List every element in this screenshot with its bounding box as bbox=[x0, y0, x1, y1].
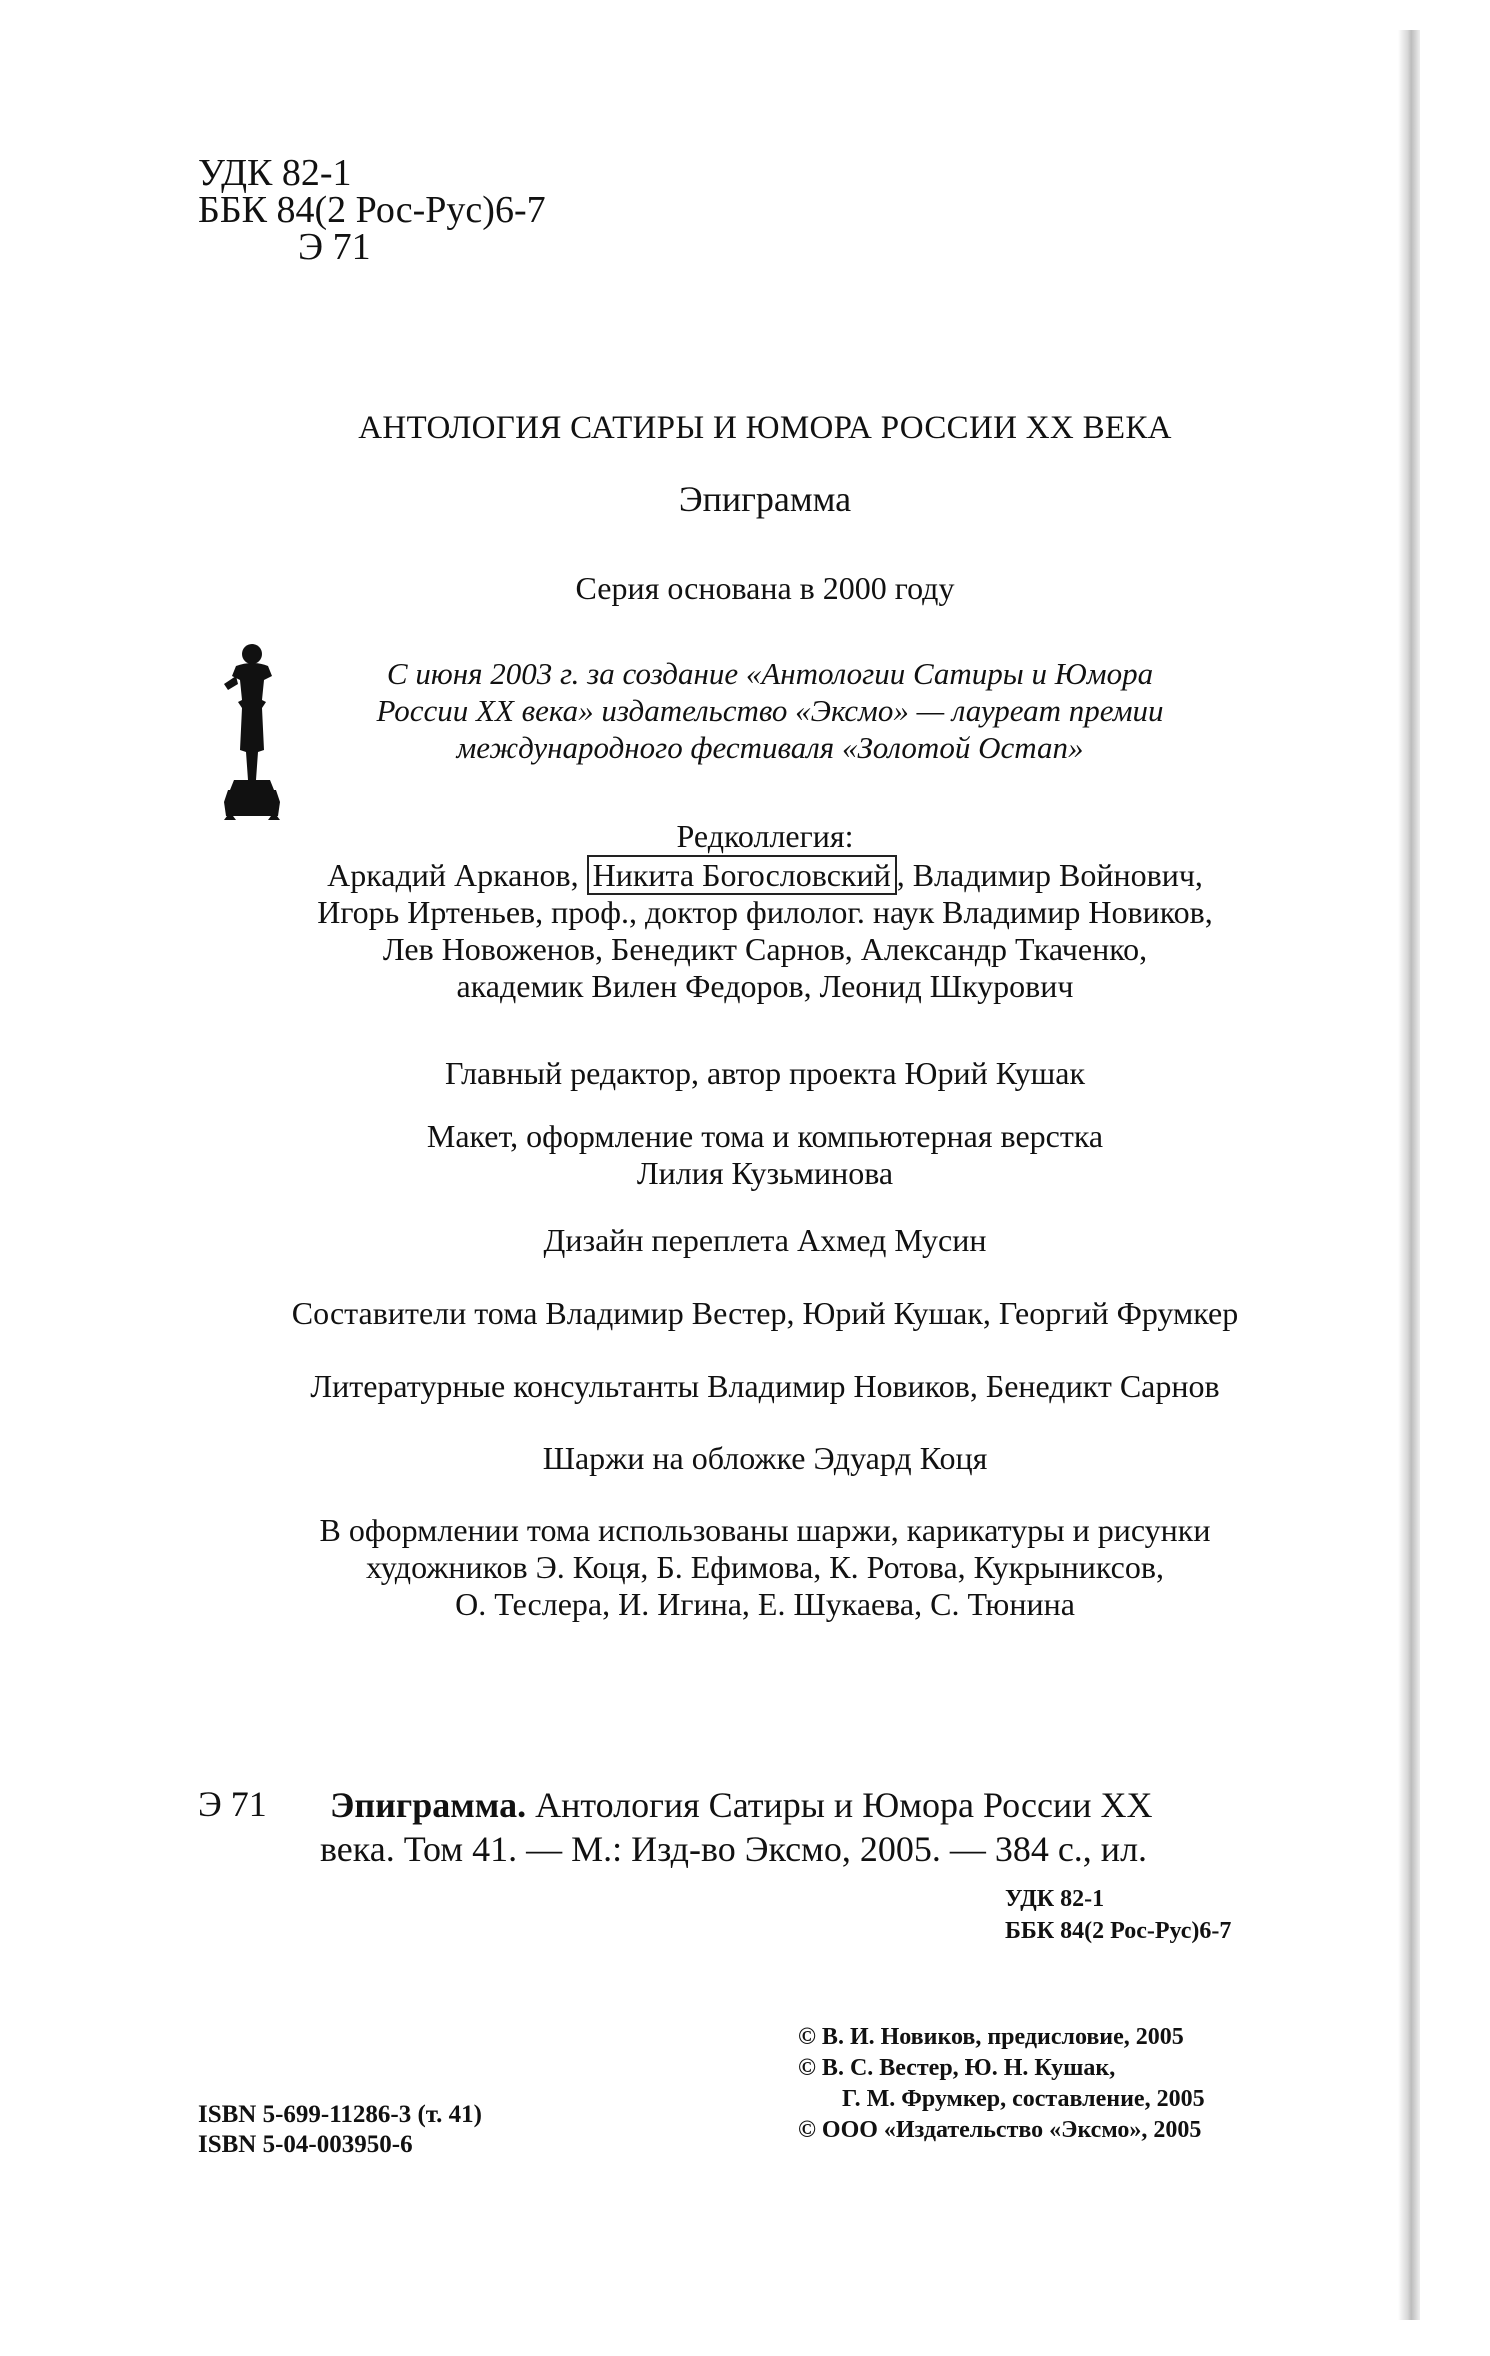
copyright-line: © В. С. Вестер, Ю. Н. Кушак, bbox=[798, 2055, 1116, 2081]
caricatures-credit: Шаржи на обложке Эдуард Коця bbox=[542, 1440, 988, 1476]
top-classification-codes bbox=[198, 152, 546, 268]
highlighted-name: Никита Богословский bbox=[587, 855, 897, 895]
award-line: России XX века» издательство «Эксмо» — лауреат премии bbox=[376, 693, 1164, 728]
award-line: С июня 2003 г. за создание «Антологии Сатиры и Юмора bbox=[386, 656, 1154, 691]
copyright-line: Г. М. Фрумкер, составление, 2005 bbox=[842, 2086, 1205, 2112]
catalog-code: Э 71 bbox=[198, 1784, 267, 1824]
isbn-line: ISBN 5-04-003950-6 bbox=[198, 2131, 413, 2158]
chief-editor: Главный редактор, автор проекта Юрий Кушак bbox=[444, 1055, 1086, 1091]
editorial-line: академик Вилен Федоров, Леонид Шкурович bbox=[456, 968, 1074, 1004]
catalog-entry bbox=[320, 1783, 1320, 1869]
editorial-line: Лев Новоженов, Бенедикт Сарнов, Александр Ткаченко, bbox=[382, 931, 1148, 967]
isbn-line: ISBN 5-699-11286-3 (т. 41) bbox=[198, 2101, 483, 2128]
catalog-title: Эпиграмма. bbox=[330, 1785, 527, 1825]
catalog-bbk: ББК 84(2 Рос-Рус)6-7 bbox=[1005, 1918, 1232, 1944]
illustrations-credit: В оформлении тома использованы шаржи, карикатуры и рисунки художников Э. Коця, Б. Ефимова, К. Ротова, Кукрыниксов, О. Теслера, И. Игина, Е. Шукаева, С. Тюнина bbox=[319, 1512, 1211, 1622]
catalog-line: Эпиграмма. Антология Сатиры и Юмора России XX bbox=[330, 1785, 1153, 1825]
catalog-classification bbox=[1005, 1883, 1231, 1947]
consultants-credit: Литературные консультанты Владимир Новиков, Бенедикт Сарнов bbox=[310, 1368, 1220, 1404]
copyright-block bbox=[798, 2022, 1205, 2146]
copyright-line: © В. И. Новиков, предисловие, 2005 bbox=[798, 2024, 1184, 2050]
volume-title: Эпиграмма bbox=[678, 479, 852, 519]
editorial-board bbox=[190, 818, 1340, 1005]
cover-design-credit: Дизайн переплета Ахмед Мусин bbox=[543, 1222, 987, 1258]
author-mark-code: Э 71 bbox=[298, 226, 371, 268]
award-line: международного фестиваля «Золотой Остап» bbox=[456, 730, 1084, 765]
udk-code: УДК 82-1 bbox=[198, 152, 352, 194]
editorial-line: Игорь Иртеньев, проф., доктор филолог. наук Владимир Новиков, bbox=[317, 894, 1213, 930]
page-binding-shadow bbox=[1398, 30, 1420, 2320]
editorial-heading: Редколлегия: bbox=[676, 818, 854, 854]
catalog-line: века. Том 41. — М.: Изд-во Эксмо, 2005. — 384 с., ил. bbox=[320, 1829, 1148, 1869]
compilers-credit: Составители тома Владимир Вестер, Юрий Кушак, Георгий Фрумкер bbox=[291, 1295, 1239, 1331]
isbn-block bbox=[198, 2100, 482, 2160]
editorial-line: Аркадий Арканов, Никита Богословский , Владимир Войнович, bbox=[327, 857, 1203, 893]
copyright-line: © ООО «Издательство «Эксмо», 2005 bbox=[798, 2117, 1202, 2143]
bbk-code: ББК 84(2 Рос-Рус)6-7 bbox=[198, 189, 546, 231]
catalog-udk: УДК 82-1 bbox=[1005, 1886, 1105, 1912]
layout-credit: Макет, оформление тома и компьютерная верстка Лилия Кузьминова bbox=[426, 1118, 1104, 1191]
golden-ostap-statuette-icon bbox=[222, 640, 282, 820]
series-title: АНТОЛОГИЯ САТИРЫ И ЮМОРА РОССИИ XX ВЕКА bbox=[358, 410, 1172, 446]
award-notice bbox=[300, 655, 1240, 766]
series-founded: Серия основана в 2000 году bbox=[575, 570, 955, 606]
